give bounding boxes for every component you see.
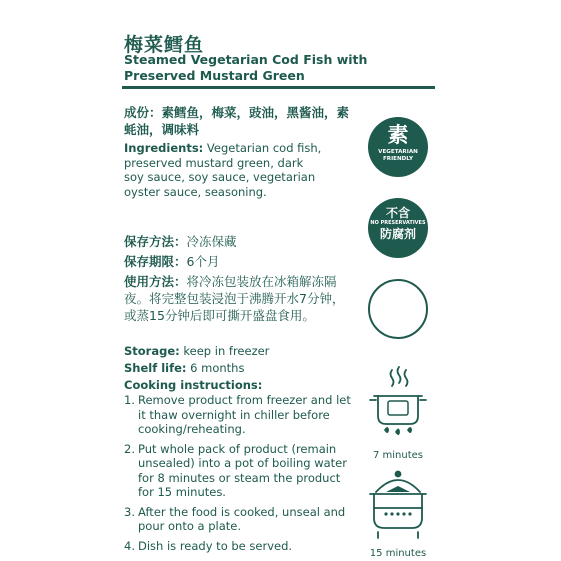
- usage-cn-label: 使用方法：: [124, 274, 187, 289]
- ingredients-en-text: Vegetarian cod fish, preserved mustard green, dark soy sauce, soy sauce, vegetarian oyster sauce, seasoning.: [124, 141, 322, 199]
- boiling-pot-icon: [368, 364, 428, 446]
- step-text: Dish is ready to be served.: [138, 538, 293, 553]
- title-english-line1: Steamed Vegetarian Cod Fish with: [124, 52, 368, 67]
- storage-chinese: [124, 232, 237, 250]
- step-number: 3.: [124, 504, 135, 519]
- step-number: 1.: [124, 393, 135, 407]
- storage-english: [124, 344, 359, 359]
- storage-en-label: Storage:: [124, 344, 180, 358]
- vegetarian-badge-en: VEGETARIAN FRIENDLY: [378, 149, 418, 162]
- storage-cn-value: 冷冻保藏: [186, 234, 237, 249]
- step-text: Remove product from freezer and let it thaw overnight in chiller before cooking/reheating.: [138, 393, 351, 436]
- storage-en-value: keep in freezer: [179, 344, 270, 358]
- step-text: After the food is cooked, unseal and pour onto a plate.: [138, 504, 346, 533]
- usage-chinese: [124, 273, 356, 324]
- ingredients-en-label: Ingredients:: [124, 141, 204, 155]
- ingredients-chinese: [124, 104, 360, 138]
- step-text: Put whole pack of product (remain unsealed) into a pot of boiling water for 8 minutes or steam the product for 15 minutes.: [138, 441, 347, 499]
- cooking-step: [124, 539, 359, 554]
- usage-cn-text: 将冷冻包装放在冰箱解冻隔夜。将完整包装浸泡于沸腾开水7分钟，或蒸15分钟后即可撕开盛盘食用。: [124, 274, 345, 323]
- cooking-step: [124, 442, 359, 500]
- title-english-line2: Preserved Mustard Green: [124, 68, 305, 83]
- no-preservatives-badge: [368, 198, 428, 258]
- steamer-icon: [366, 470, 430, 544]
- ingredients-english: [124, 141, 324, 199]
- cooking-step: [124, 393, 359, 437]
- product-title-chinese: 梅菜鳕鱼: [124, 34, 205, 56]
- vegetarian-badge-cn: 素: [387, 123, 409, 147]
- shelf-en-value: 6 months: [186, 361, 245, 375]
- no-preservatives-cn-bottom: 防腐剂: [379, 227, 416, 241]
- cooking-step: [124, 505, 359, 534]
- shelf-cn-label: 保存期限：: [124, 254, 187, 269]
- ingredients-cn-label: 成份：: [124, 105, 162, 120]
- ingredients-cn-text: 素鳕鱼，梅菜，豉油，黑酱油，素蚝油，调味料: [124, 105, 350, 137]
- header-divider: [122, 86, 435, 89]
- vegetarian-friendly-badge: [368, 117, 428, 177]
- boil-time-caption: 7 minutes: [372, 450, 424, 461]
- shelf-life-english: [124, 361, 359, 376]
- shelf-cn-value: 6个月: [186, 254, 220, 269]
- storage-cn-label: 保存方法：: [124, 234, 187, 249]
- no-preservatives-en: NO PRESERVATIVES: [370, 220, 426, 226]
- shelf-en-label: Shelf life:: [124, 361, 187, 375]
- shelf-life-chinese: [124, 252, 219, 270]
- step-number: 4.: [124, 538, 135, 553]
- steam-time-caption: 15 minutes: [369, 548, 427, 559]
- cooking-steps-list: [124, 393, 359, 558]
- no-preservatives-cn-top: 不含: [385, 206, 410, 220]
- empty-circle-icon: [368, 279, 428, 339]
- cooking-instructions-heading: Cooking instructions:: [124, 378, 263, 392]
- step-number: 2.: [124, 441, 135, 456]
- product-title-english: [124, 52, 424, 84]
